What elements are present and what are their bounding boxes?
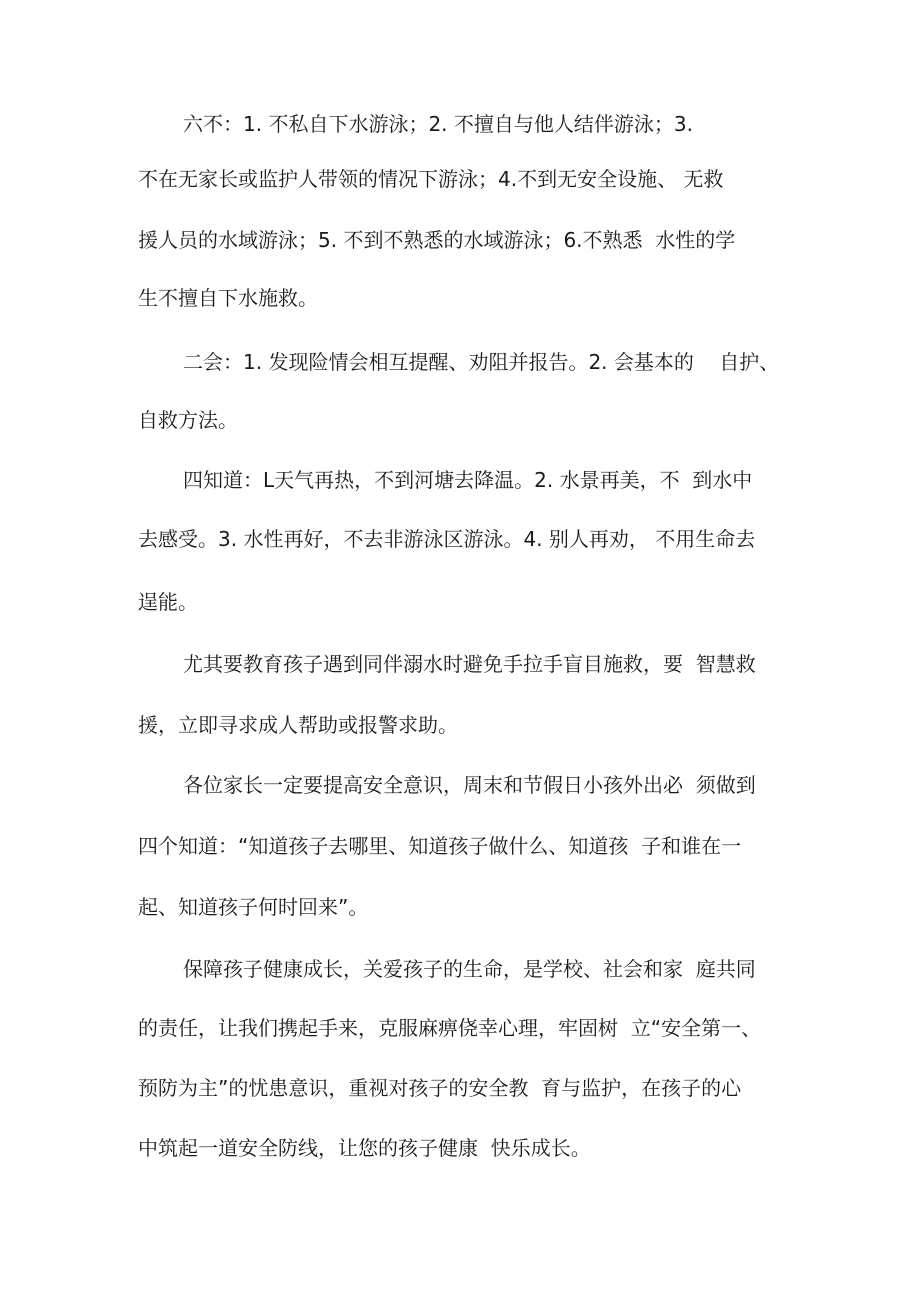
text-line-9: 逞能。 bbox=[138, 590, 198, 614]
text-line-2: 不在无家长或监护人带领的情况下游泳；4.不到无安全设施、 无救 bbox=[138, 167, 724, 191]
text-line-13: 四个知道：“知道孩子去哪里、知道孩子做什么、知道孩 子和谁在一 bbox=[138, 834, 742, 858]
text-line-16: 的责任，让我们携起手来，克服麻痹侥幸心理，牢固树 立“安全第一、 bbox=[138, 1016, 762, 1040]
text-line-18: 中筑起一道安全防线，让您的孩子健康 快乐成长。 bbox=[138, 1136, 591, 1160]
text-line-10: 尤其要教育孩子遇到同伴溺水时避免手拉手盲目施救，要 智慧救 bbox=[183, 652, 756, 676]
text-line-4: 生不擅自下水施救。 bbox=[138, 286, 318, 310]
text-line-15: 保障孩子健康成长，关爱孩子的生命，是学校、社会和家 庭共同 bbox=[183, 957, 756, 981]
text-line-7: 四知道：L天气再热，不到河塘去降温。2. 水景再美，不 到水中 bbox=[183, 468, 753, 492]
text-line-11: 援，立即寻求成人帮助或报警求助。 bbox=[138, 713, 458, 737]
text-line-1: 六不：1. 不私自下水游泳；2. 不擅自与他人结伴游泳；3. bbox=[183, 112, 693, 136]
text-line-5: 二会：1. 发现险情会相互提醒、劝阻并报告。2. 会基本的 自护、 bbox=[183, 350, 780, 374]
text-line-12: 各位家长一定要提高安全意识，周末和节假日小孩外出必 须做到 bbox=[183, 773, 756, 797]
text-line-8: 去感受。3. 水性再好，不去非游泳区游泳。4. 别人再劝， 不用生命去 bbox=[138, 527, 756, 551]
text-line-6: 自救方法。 bbox=[138, 408, 238, 432]
text-line-14: 起、知道孩子何时回来”。 bbox=[138, 895, 369, 919]
text-line-17: 预防为主”的忧患意识，重视对孩子的安全教 育与监护，在孩子的心 bbox=[138, 1076, 742, 1100]
text-line-3: 援人员的水域游泳；5. 不到不熟悉的水域游泳；6.不熟悉 水性的学 bbox=[138, 228, 736, 252]
